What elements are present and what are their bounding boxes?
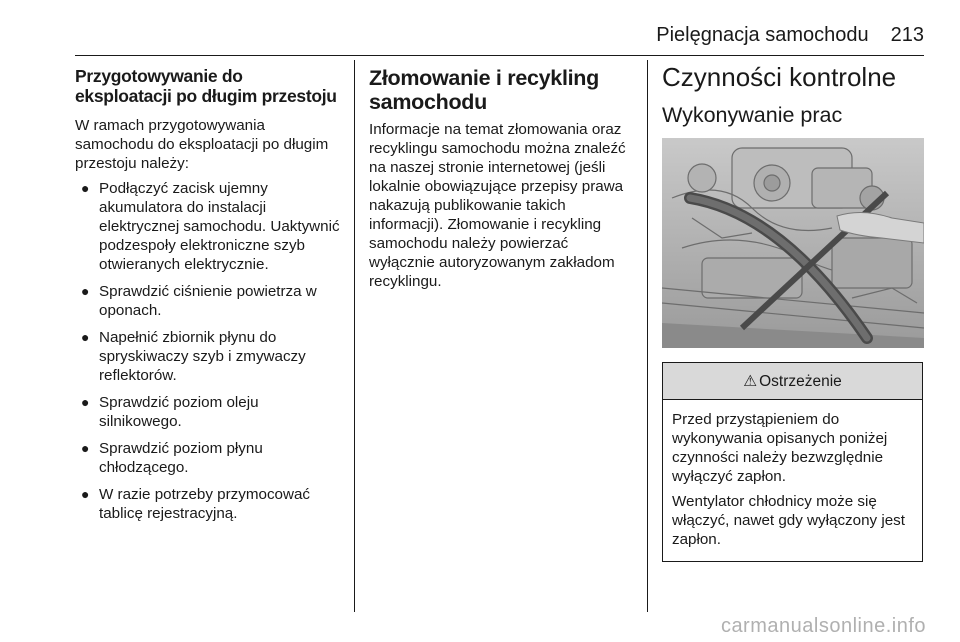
header-title: Pielęgnacja samochodu bbox=[656, 24, 869, 46]
column-1 bbox=[75, 66, 343, 531]
warning-title: Ostrzeżenie bbox=[759, 372, 842, 390]
warning-paragraph: Przed przystąpieniem do wykonywania opisanych poniżej czynności należy bezwzględnie wyłączyć zapłon. bbox=[672, 411, 888, 485]
engine-bay-illustration bbox=[662, 138, 924, 348]
watermark: carmanualsonline.info bbox=[720, 615, 926, 637]
bullet-icon: ● bbox=[81, 394, 90, 410]
list-item: ● Sprawdzić poziom płynu chłodzącego. bbox=[81, 440, 263, 476]
column-divider-1 bbox=[354, 60, 355, 612]
recycling-paragraph: Informacje na temat złomowania oraz recyklingu samochodu można znaleźć na naszej stronie internetowej (jeśli lokalnie obowiązujące przepisy prawa nakazują publikowanie takich informacji). Złomowanie i recykling samochodu należy powierzać wyłącznie autoryzowanym zakładom recyklingu. bbox=[369, 121, 626, 290]
warning-paragraph: Wentylator chłodnicy może się włączyć, nawet gdy wyłączony jest zapłon. bbox=[672, 493, 905, 548]
subsection-heading: Wykonywanie prac bbox=[662, 103, 843, 127]
list-item: ● Podłączyć zacisk ujemny akumulatora do instalacji elektrycznej samochodu. Uaktywnić podzespoły elektroniczne szyb otwieranych elektrycznie. bbox=[81, 180, 340, 273]
warning-header bbox=[663, 363, 922, 400]
bullet-icon: ● bbox=[81, 180, 90, 196]
bullet-icon: ● bbox=[81, 283, 90, 299]
bullet-icon: ● bbox=[81, 486, 90, 502]
warning-body bbox=[663, 400, 922, 561]
list-item: ● Sprawdzić poziom oleju silnikowego. bbox=[81, 394, 259, 430]
column-divider-2 bbox=[647, 60, 648, 612]
checklist bbox=[75, 179, 343, 523]
page-number: 213 bbox=[890, 24, 924, 46]
bullet-icon: ● bbox=[81, 440, 90, 456]
intro-paragraph: W ramach przygotowywania samochodu do eksploatacji po długim przestoju należy: bbox=[75, 117, 329, 172]
page-header bbox=[656, 24, 924, 47]
column-3 bbox=[662, 62, 924, 562]
list-item: ● W razie potrzeby przymocować tablicę rejestracyjną. bbox=[81, 486, 311, 522]
bullet-icon: ● bbox=[81, 329, 90, 345]
section-heading-checks: Czynności kontrolne bbox=[662, 62, 897, 92]
list-item: ● Sprawdzić ciśnienie powietrza w oponach. bbox=[81, 283, 317, 319]
column-2 bbox=[369, 66, 637, 297]
header-rule bbox=[75, 55, 924, 56]
list-item: ● Napełnić zbiornik płynu do spryskiwaczy szyb i zmywaczy reflektorów. bbox=[81, 329, 306, 384]
section-heading-preparation: Przygotowywanie do eksploatacji po długim przestoju bbox=[75, 66, 337, 106]
section-heading-recycling: Złomowanie i recykling samochodu bbox=[369, 66, 599, 114]
warning-icon: ⚠ bbox=[743, 372, 758, 390]
warning-box bbox=[662, 362, 923, 562]
